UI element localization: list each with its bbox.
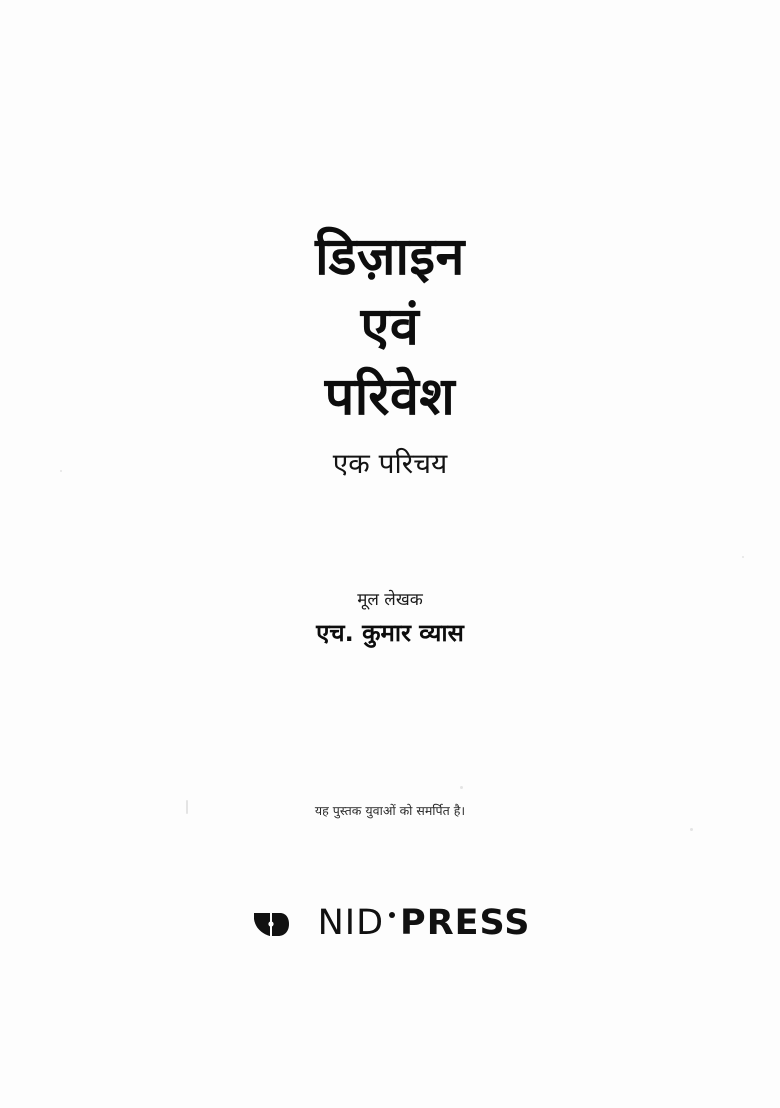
author-credit	[0, 588, 780, 650]
title-line-2: एवं	[360, 297, 420, 357]
publisher-separator-dot	[389, 912, 395, 918]
title-line-1: डिज़ाइन	[315, 227, 465, 287]
publisher-name	[318, 903, 531, 943]
paper-speckle	[690, 828, 693, 831]
paper-speckle	[742, 556, 744, 558]
author-role-label: मूल लेखक	[357, 590, 423, 610]
dedication-text: यह पुस्तक युवाओं को समर्पित है।	[314, 803, 466, 818]
author-name: एच. कुमार व्यास	[316, 619, 464, 647]
title-line-3: परिवेश	[324, 367, 456, 427]
paper-speckle	[460, 786, 463, 789]
book-title	[0, 222, 780, 484]
publisher-name-nid: NID	[317, 903, 385, 943]
nid-leaf-mark-icon	[250, 902, 292, 944]
publisher-imprint	[0, 902, 780, 944]
publisher-name-press: PRESS	[400, 903, 531, 943]
book-subtitle: एक परिचय	[332, 447, 448, 480]
